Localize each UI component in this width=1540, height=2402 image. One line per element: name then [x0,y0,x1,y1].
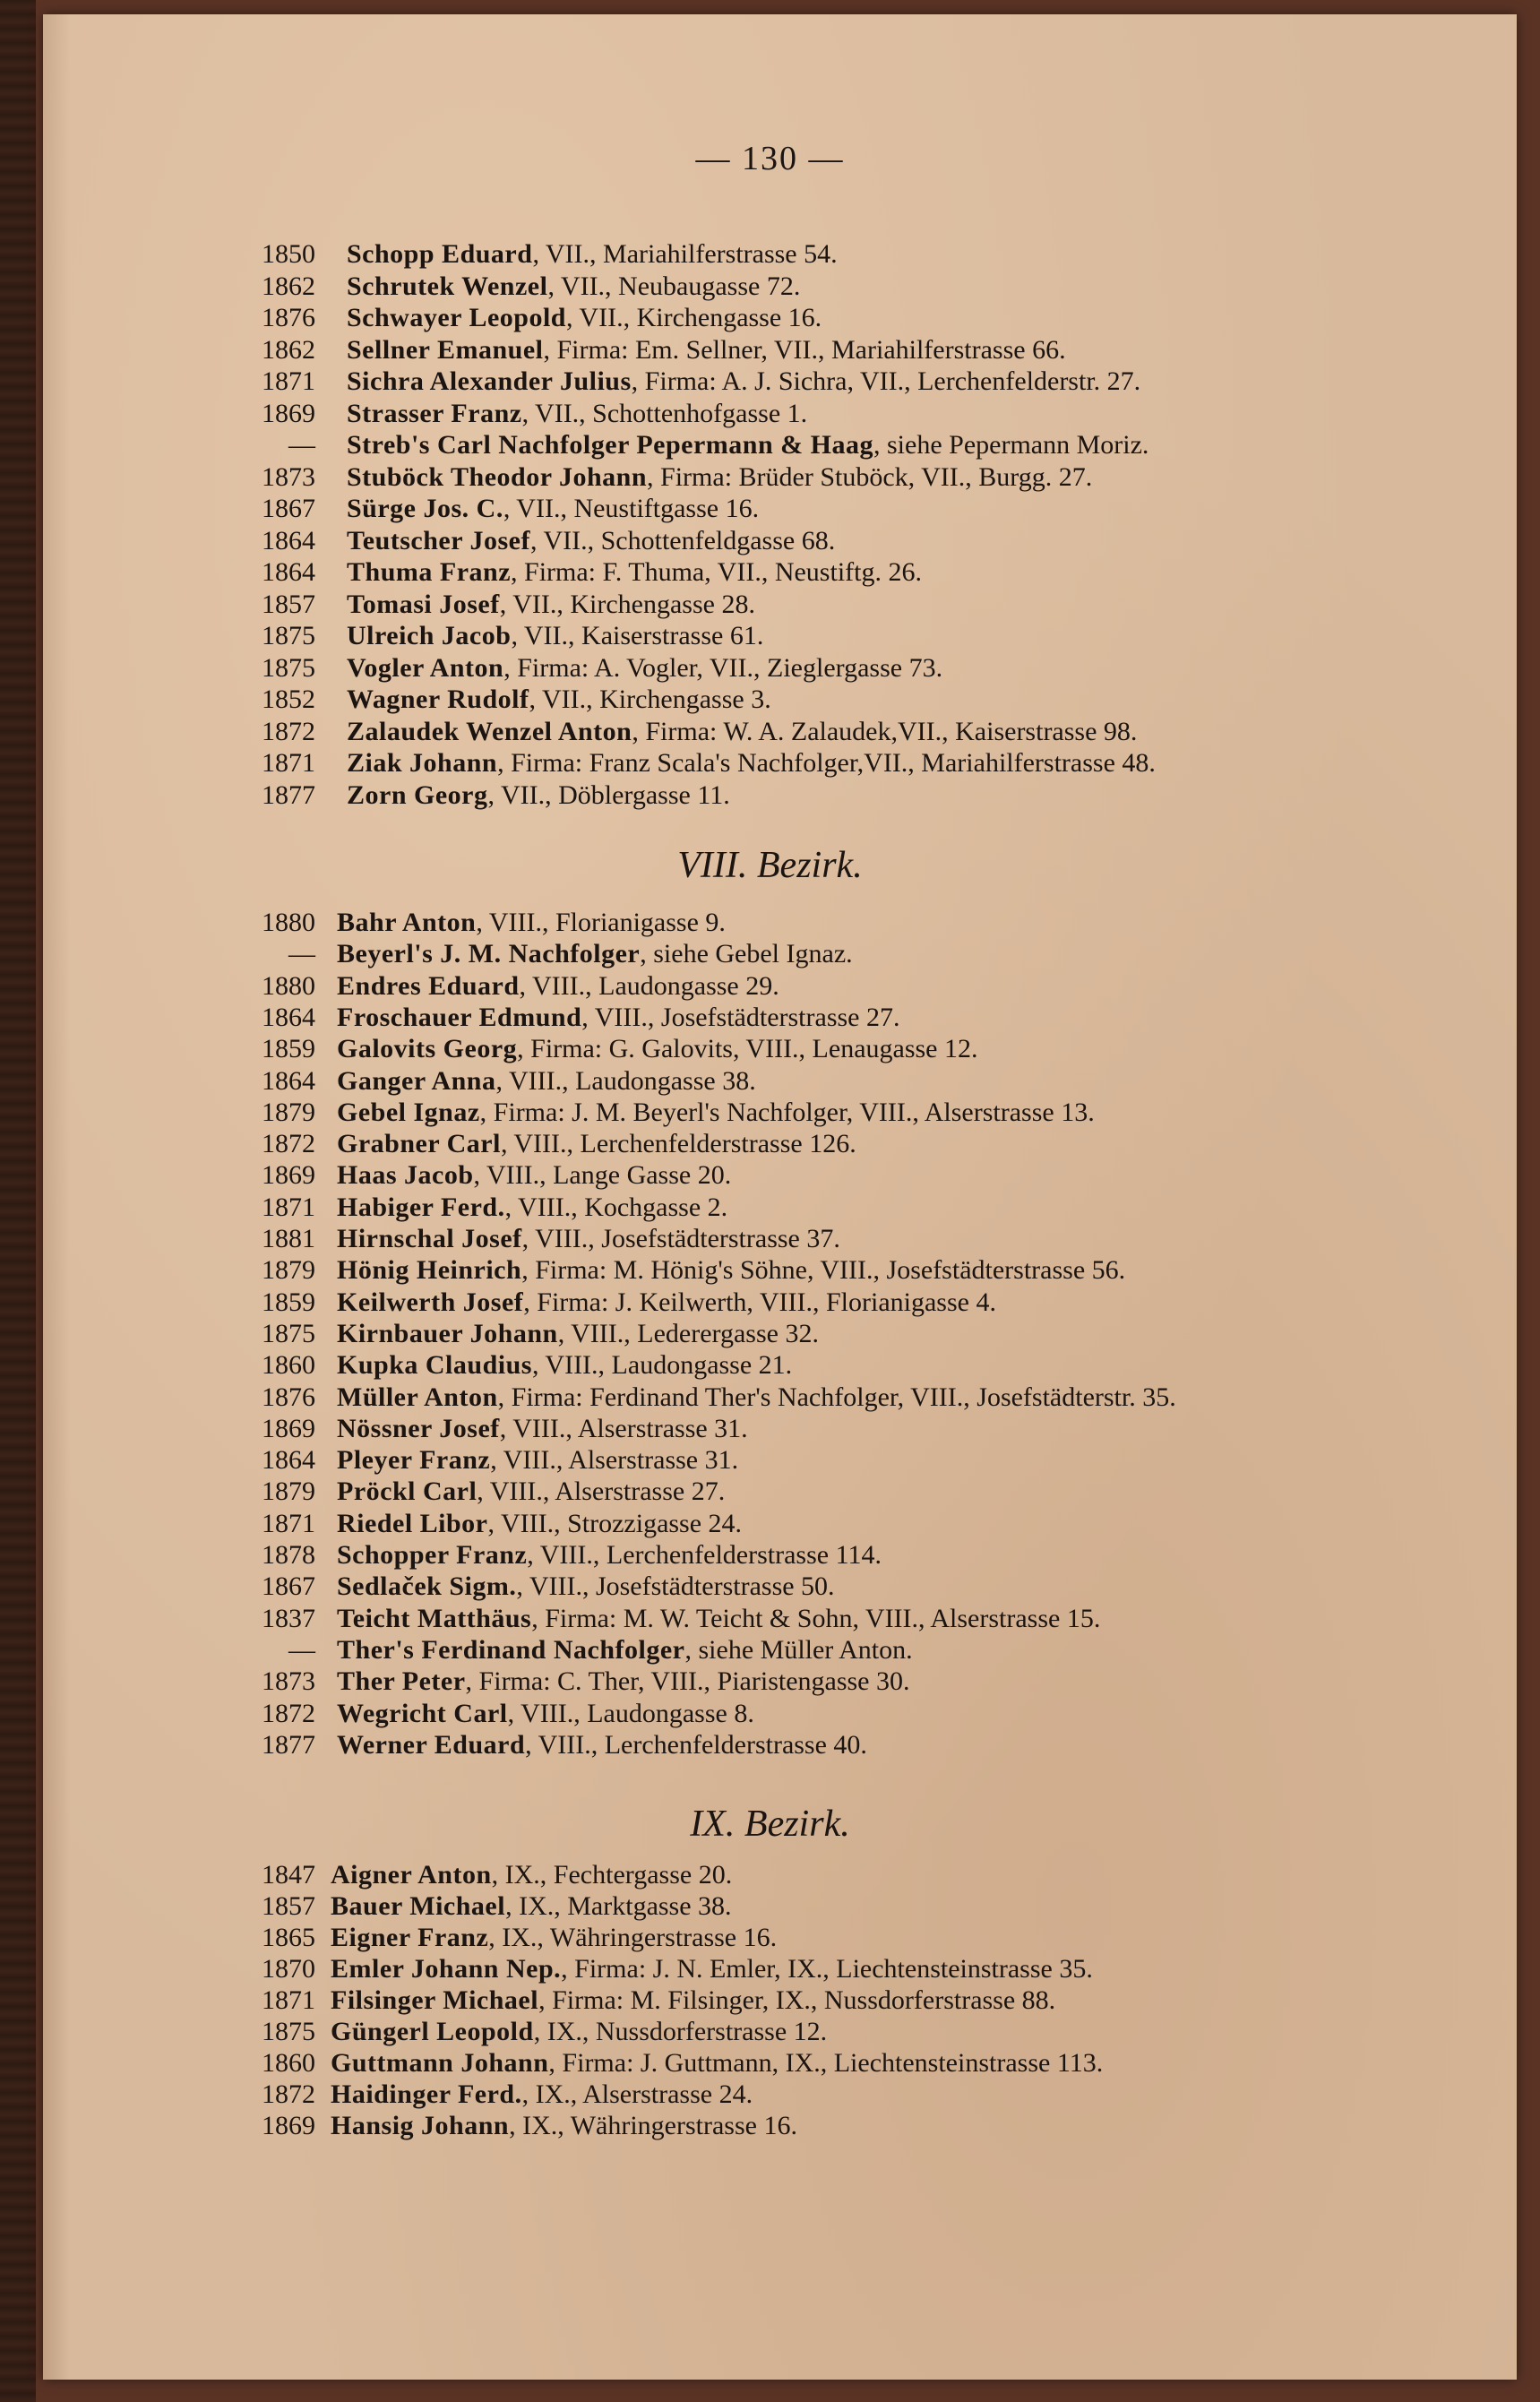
entry-address: , Firma: Ferdinand Ther's Nachfolger, VIII., Josefstädterstr. 35. [497,1382,1176,1412]
entry-text [331,2047,1103,2079]
directory-entry [0,1476,1540,1508]
entry-text [337,1128,856,1160]
entry-year: 1850 [262,239,315,269]
entry-year: 1880 [262,970,315,1001]
entry-address: , IX., Alserstrasse 24. [521,2079,753,2109]
entry-year: 1873 [262,461,315,492]
entry-address: , Firma: F. Thuma, VII., Neustiftg. 26. [511,557,922,587]
entry-text [337,1729,867,1761]
entry-address: , VIII., Laudongasse 8. [507,1698,754,1728]
directory-entry [0,398,1540,430]
directory-entry [0,556,1540,589]
entry-year: 1879 [262,1476,315,1507]
entry-year: 1871 [262,1192,315,1222]
entry-address: , VIII., Alserstrasse 27. [477,1476,726,1507]
entry-name: Müller Anton [337,1382,498,1412]
entry-address: , VIII., Josefstädterstrasse 37. [521,1224,840,1253]
entry-name: Teicht Matthäus [337,1603,532,1633]
entry-name: Kupka Claudius [337,1350,532,1381]
entry-text [347,747,1156,779]
entry-name: Hönig Heinrich [337,1255,522,1286]
directory-entry [0,1571,1540,1603]
entry-text [337,1159,731,1192]
entry-text [347,461,1092,494]
entry-name: Schrutek Wenzel [347,271,548,301]
entry-address: , Firma: J. Guttmann, IX., Liechtensteinstrasse 113. [548,2048,1104,2078]
entry-address: , Firma: W. A. Zalaudek,VII., Kaiserstrasse 98. [632,716,1138,746]
entry-year: 1860 [262,2048,315,2078]
entry-text [347,334,1066,366]
entry-text [331,2016,827,2048]
entry-text [331,1890,732,1923]
directory-entry [0,1539,1540,1571]
entry-name: Ganger Anna [337,1065,496,1096]
entry-year: 1867 [262,1571,315,1602]
entry-name: Ulreich Jacob [347,621,512,650]
entry-name: Vogler Anton [347,652,504,683]
directory-entry [0,2110,1540,2142]
entry-year: 1869 [262,1413,315,1443]
entry-year: 1864 [262,525,315,555]
entry-address: , siehe Müller Anton. [684,1634,913,1665]
entry-year: 1877 [262,1729,315,1760]
entry-text [337,1318,819,1350]
entry-year: 1864 [262,1002,315,1032]
entry-year: 1872 [262,716,315,746]
entry-name: Bahr Anton [337,908,477,937]
entry-text [337,1508,742,1540]
entry-address: , Firma: G. Galovits, VIII., Lenaugasse 12. [517,1034,978,1064]
entry-address: , IX., Währingerstrasse 16. [509,2111,797,2140]
entry-name: Stuböck Theodor Johann [347,461,648,492]
directory-entry [0,779,1540,812]
entry-text [347,493,759,525]
entry-text [347,429,1149,461]
entry-name: Gebel Ignaz [337,1097,480,1127]
directory-entry [0,2047,1540,2079]
entry-name: Ther's Ferdinand Nachfolger [337,1634,685,1665]
entry-year: 1859 [262,1034,315,1064]
entry-year: 1880 [262,908,315,937]
entry-text [347,238,838,271]
entry-name: Nössner Josef [337,1413,500,1443]
directory-entry [0,1192,1540,1224]
entry-year: 1847 [262,1860,315,1890]
entry-name: Aigner Anton [331,1860,492,1890]
entry-address: , Firma: M. Filsinger, IX., Nussdorferstrasse 88. [538,1985,1056,2015]
entry-address: , VII., Schottenfeldgasse 68. [530,525,836,555]
entry-year: — [288,1634,315,1665]
entry-year: 1865 [262,1923,315,1952]
directory-entry [0,907,1540,939]
entry-text [337,1666,910,1698]
entry-address: , siehe Gebel Ignaz. [640,939,853,969]
entry-address: , IX., Marktgasse 38. [505,1891,732,1921]
directory-entry [0,1159,1540,1192]
entry-text [337,1097,1095,1129]
directory-entry [0,1603,1540,1635]
entry-text [337,1698,754,1730]
entry-address: , Firma: M. W. Teicht & Sohn, VIII., Alserstrasse 15. [531,1603,1101,1633]
entry-address: , IX., Fechtergasse 20. [491,1860,733,1890]
entry-year: 1857 [262,1891,315,1921]
entry-address: , siehe Pepermann Moriz. [873,430,1149,460]
directory-entry [0,271,1540,303]
directory-entry [0,1413,1540,1445]
entry-name: Wegricht Carl [337,1698,508,1728]
entry-text [337,1192,727,1224]
entry-name: Zalaudek Wenzel Anton [347,716,632,746]
entry-name: Ther Peter [337,1666,466,1697]
entry-text [337,1571,835,1603]
entry-text [337,1413,748,1445]
entry-name: Emler Johann Nep. [331,1954,562,1984]
entry-address: , VII., Neubaugasse 72. [547,271,801,301]
entry-name: Habiger Ferd. [337,1192,505,1222]
entry-year: 1837 [262,1603,315,1633]
entry-name: Sürge Jos. C. [347,494,503,523]
entry-name: Güngerl Leopold [331,2017,534,2046]
entry-year: 1867 [262,494,315,523]
entry-name: Endres Eduard [337,970,520,1001]
directory-entry [0,1002,1540,1034]
entry-text [337,970,779,1003]
entry-address: , Firma: J. N. Emler, IX., Liechtensteinstrasse 35. [561,1954,1093,1984]
directory-entry [0,429,1540,461]
directory-entry [0,1890,1540,1923]
entry-name: Guttmann Johann [331,2048,549,2078]
entry-text [347,589,755,621]
entry-text [337,1287,996,1319]
directory-entry [0,302,1540,334]
entry-address: , VIII., Josefstädterstrasse 27. [581,1002,900,1032]
entry-text [337,1634,913,1666]
entry-year: 1862 [262,334,315,365]
entry-year: 1852 [262,684,315,714]
entry-text [331,2110,797,2142]
entry-address: , IX., Währingerstrasse 16. [488,1923,778,1952]
entry-text [347,716,1137,748]
entry-text [337,1002,900,1034]
directory-entry [0,493,1540,525]
entry-year: 1872 [262,1698,315,1728]
entry-year: — [288,430,315,460]
entry-text [347,620,763,652]
entry-text [347,366,1140,398]
entry-address: , VII., Kirchengasse 16. [565,303,822,332]
directory-entry [0,747,1540,779]
directory-entry [0,1953,1540,1985]
directory-entry [0,1287,1540,1319]
entry-name: Schwayer Leopold [347,303,566,332]
directory-entry [0,1984,1540,2017]
entry-name: Haidinger Ferd. [331,2079,522,2109]
entry-name: Sedlaček Sigm. [337,1571,517,1602]
entry-address: , VIII., Strozzigasse 24. [487,1508,743,1538]
entry-name: Haas Jacob [337,1160,474,1191]
entry-year: 1876 [262,1382,315,1412]
section-title-viii-bezirk: VIII. Bezirk. [677,845,863,886]
entry-text [337,1444,738,1476]
entry-name: Sellner Emanuel [347,334,544,365]
entry-text [331,1859,732,1891]
entry-address: , Firma: M. Hönig's Söhne, VIII., Josefstädterstrasse 56. [521,1255,1126,1286]
entry-name: Werner Eduard [337,1729,526,1760]
entry-year: 1859 [262,1287,315,1317]
entry-address: , VIII., Laudongasse 21. [531,1350,793,1381]
entry-address: , Firma: Brüder Stuböck, VII., Burgg. 27. [647,461,1093,492]
directory-entry [0,2079,1540,2111]
directory-entry [0,1254,1540,1287]
directory-entry [0,1349,1540,1382]
entry-name: Beyerl's J. M. Nachfolger [337,939,641,969]
entry-name: Bauer Michael [331,1891,506,1921]
directory-entry [0,1508,1540,1540]
directory-entry [0,716,1540,748]
entry-name: Strasser Franz [347,398,522,428]
entry-year: 1864 [262,1445,315,1476]
entry-year: 1875 [262,2017,315,2046]
entry-year: 1857 [262,589,315,619]
entry-text [347,398,807,430]
entry-year: 1878 [262,1540,315,1570]
entry-address: , Firma: C. Ther, VIII., Piaristengasse 30. [465,1666,910,1697]
entry-name: Kirnbauer Johann [337,1318,558,1348]
entry-address: , VII., Mariahilferstrasse 54. [532,239,838,269]
directory-entry [0,1859,1540,1891]
entry-year: 1862 [262,271,315,301]
entry-text [331,2079,753,2111]
entry-year: 1871 [262,1985,315,2015]
entry-year: 1869 [262,398,315,428]
entry-year: 1873 [262,1666,315,1697]
directory-entry [0,1922,1540,1954]
entry-name: Thuma Franz [347,557,512,587]
directory-entry [0,970,1540,1003]
entry-text [347,652,942,684]
entry-text [347,271,800,303]
entry-year: 1869 [262,1160,315,1191]
entry-name: Schopper Franz [337,1540,528,1570]
entry-address: , VIII., Laudongasse 29. [519,970,779,1001]
entry-name: Keilwerth Josef [337,1287,524,1317]
entry-name: Schopp Eduard [347,239,533,269]
entry-text [337,1254,1125,1287]
entry-text [337,938,853,970]
entry-name: Zorn Georg [347,779,488,810]
directory-entry [0,1729,1540,1761]
entry-name: Teutscher Josef [347,525,530,555]
page-number: — 130 — [695,140,845,177]
entry-name: Hirnschal Josef [337,1224,522,1253]
entry-address: , VIII., Laudongasse 38. [495,1065,756,1096]
entry-address: , VIII., Lerchenfelderstrasse 114. [527,1540,882,1570]
entry-year: 1871 [262,1508,315,1538]
entry-text [331,1922,777,1954]
entry-text [347,779,730,812]
entry-year: 1877 [262,779,315,810]
entry-name: Eigner Franz [331,1923,489,1952]
directory-entry [0,461,1540,494]
entry-address: , Firma: Em. Sellner, VII., Mariahilferstrasse 66. [543,334,1066,365]
directory-entry [0,1065,1540,1098]
entry-text [337,1382,1176,1414]
entry-text [331,1984,1055,2017]
entry-address: , IX., Nussdorferstrasse 12. [533,2017,828,2046]
directory-entry [0,1223,1540,1255]
entry-year: 1875 [262,1318,315,1348]
entry-year: 1881 [262,1224,315,1253]
entry-address: , VIII., Lange Gasse 20. [473,1160,732,1191]
entry-year: 1871 [262,748,315,778]
directory-entry [0,1318,1540,1350]
entry-text [347,525,835,557]
entry-address: , VIII., Lerchenfelderstrasse 40. [525,1729,867,1760]
entry-name: Pleyer Franz [337,1445,491,1476]
section-title-ix-bezirk: IX. Bezirk. [690,1804,850,1845]
entry-text [337,1065,756,1098]
directory-entry [0,938,1540,970]
directory-entry [0,1698,1540,1730]
entry-text [347,302,822,334]
directory-entry [0,1033,1540,1065]
directory-entry [0,589,1540,621]
entry-text [337,1603,1100,1635]
directory-entry [0,1444,1540,1476]
entry-address: , VIII., Florianigasse 9. [476,908,726,937]
directory-entry [0,1382,1540,1414]
entry-address: , VII., Kirchengasse 3. [529,684,771,714]
entry-address: , VIII., Josefstädterstrasse 50. [516,1571,835,1602]
entry-year: 1860 [262,1350,315,1381]
entry-year: 1879 [262,1097,315,1127]
entry-name: Filsinger Michael [331,1985,539,2015]
entry-text [347,684,771,716]
entry-name: Sichra Alexander Julius [347,366,632,396]
directory-entry [0,620,1540,652]
directory-entry [0,684,1540,716]
entry-year: 1871 [262,366,315,396]
entry-name: Wagner Rudolf [347,684,529,714]
directory-entry [0,1097,1540,1129]
entry-address: , VIII., Kochgasse 2. [504,1192,728,1222]
entry-name: Riedel Libor [337,1508,488,1538]
entry-address: , VII., Kirchengasse 28. [499,589,755,619]
entry-name: Froschauer Edmund [337,1002,582,1032]
entry-text [347,556,922,589]
entry-year: 1864 [262,1065,315,1096]
entry-address: , Firma: A. J. Sichra, VII., Lerchenfelderstr. 27. [631,366,1141,396]
entry-name: Ziak Johann [347,748,498,778]
entry-year: 1875 [262,652,315,683]
entry-year: 1879 [262,1255,315,1286]
entry-name: Tomasi Josef [347,589,500,619]
directory-entry [0,652,1540,684]
entry-name: Galovits Georg [337,1034,518,1064]
directory-entry [0,525,1540,557]
entry-year: 1872 [262,2079,315,2109]
entry-address: , Firma: A. Vogler, VII., Zieglergasse 73. [503,652,943,683]
entry-address: , VII., Döblergasse 11. [487,779,730,810]
entry-year: 1869 [262,2111,315,2140]
entry-text [337,907,726,939]
directory-entry [0,238,1540,271]
entry-year: 1864 [262,557,315,587]
entry-year: 1876 [262,303,315,332]
entry-address: , VIII., Lederergasse 32. [557,1318,819,1348]
entry-address: , VII., Neustiftgasse 16. [503,494,760,523]
entry-name: Hansig Johann [331,2111,510,2140]
directory-entry [0,366,1540,398]
entry-year: 1870 [262,1954,315,1984]
directory-entry [0,2016,1540,2048]
directory-entry [0,1666,1540,1698]
entry-year: — [288,939,315,969]
directory-entry [0,1128,1540,1160]
entry-text [331,1953,1093,1985]
entry-address: , Firma: Franz Scala's Nachfolger,VII., Mariahilferstrasse 48. [497,748,1156,778]
entry-text [337,1349,792,1382]
entry-address: , VII., Kaiserstrasse 61. [511,621,764,650]
entry-address: , VIII., Alserstrasse 31. [499,1413,748,1443]
entry-name: Grabner Carl [337,1129,501,1159]
entry-year: 1875 [262,621,315,650]
entry-year: 1872 [262,1129,315,1159]
entry-address: , VII., Schottenhofgasse 1. [521,398,808,428]
entry-text [337,1539,882,1571]
entry-address: , VIII., Alserstrasse 31. [490,1445,739,1476]
directory-entry [0,1634,1540,1666]
entry-text [337,1223,840,1255]
entry-address: , VIII., Lerchenfelderstrasse 126. [500,1129,856,1159]
entry-text [337,1033,978,1065]
directory-entry [0,334,1540,366]
entry-text [337,1476,725,1508]
entry-address: , Firma: J. M. Beyerl's Nachfolger, VIII., Alserstrasse 13. [479,1097,1095,1127]
entry-name: Streb's Carl Nachfolger Pepermann & Haag [347,430,873,460]
entry-name: Pröckl Carl [337,1476,477,1507]
entry-address: , Firma: J. Keilwerth, VIII., Florianigasse 4. [523,1287,996,1317]
